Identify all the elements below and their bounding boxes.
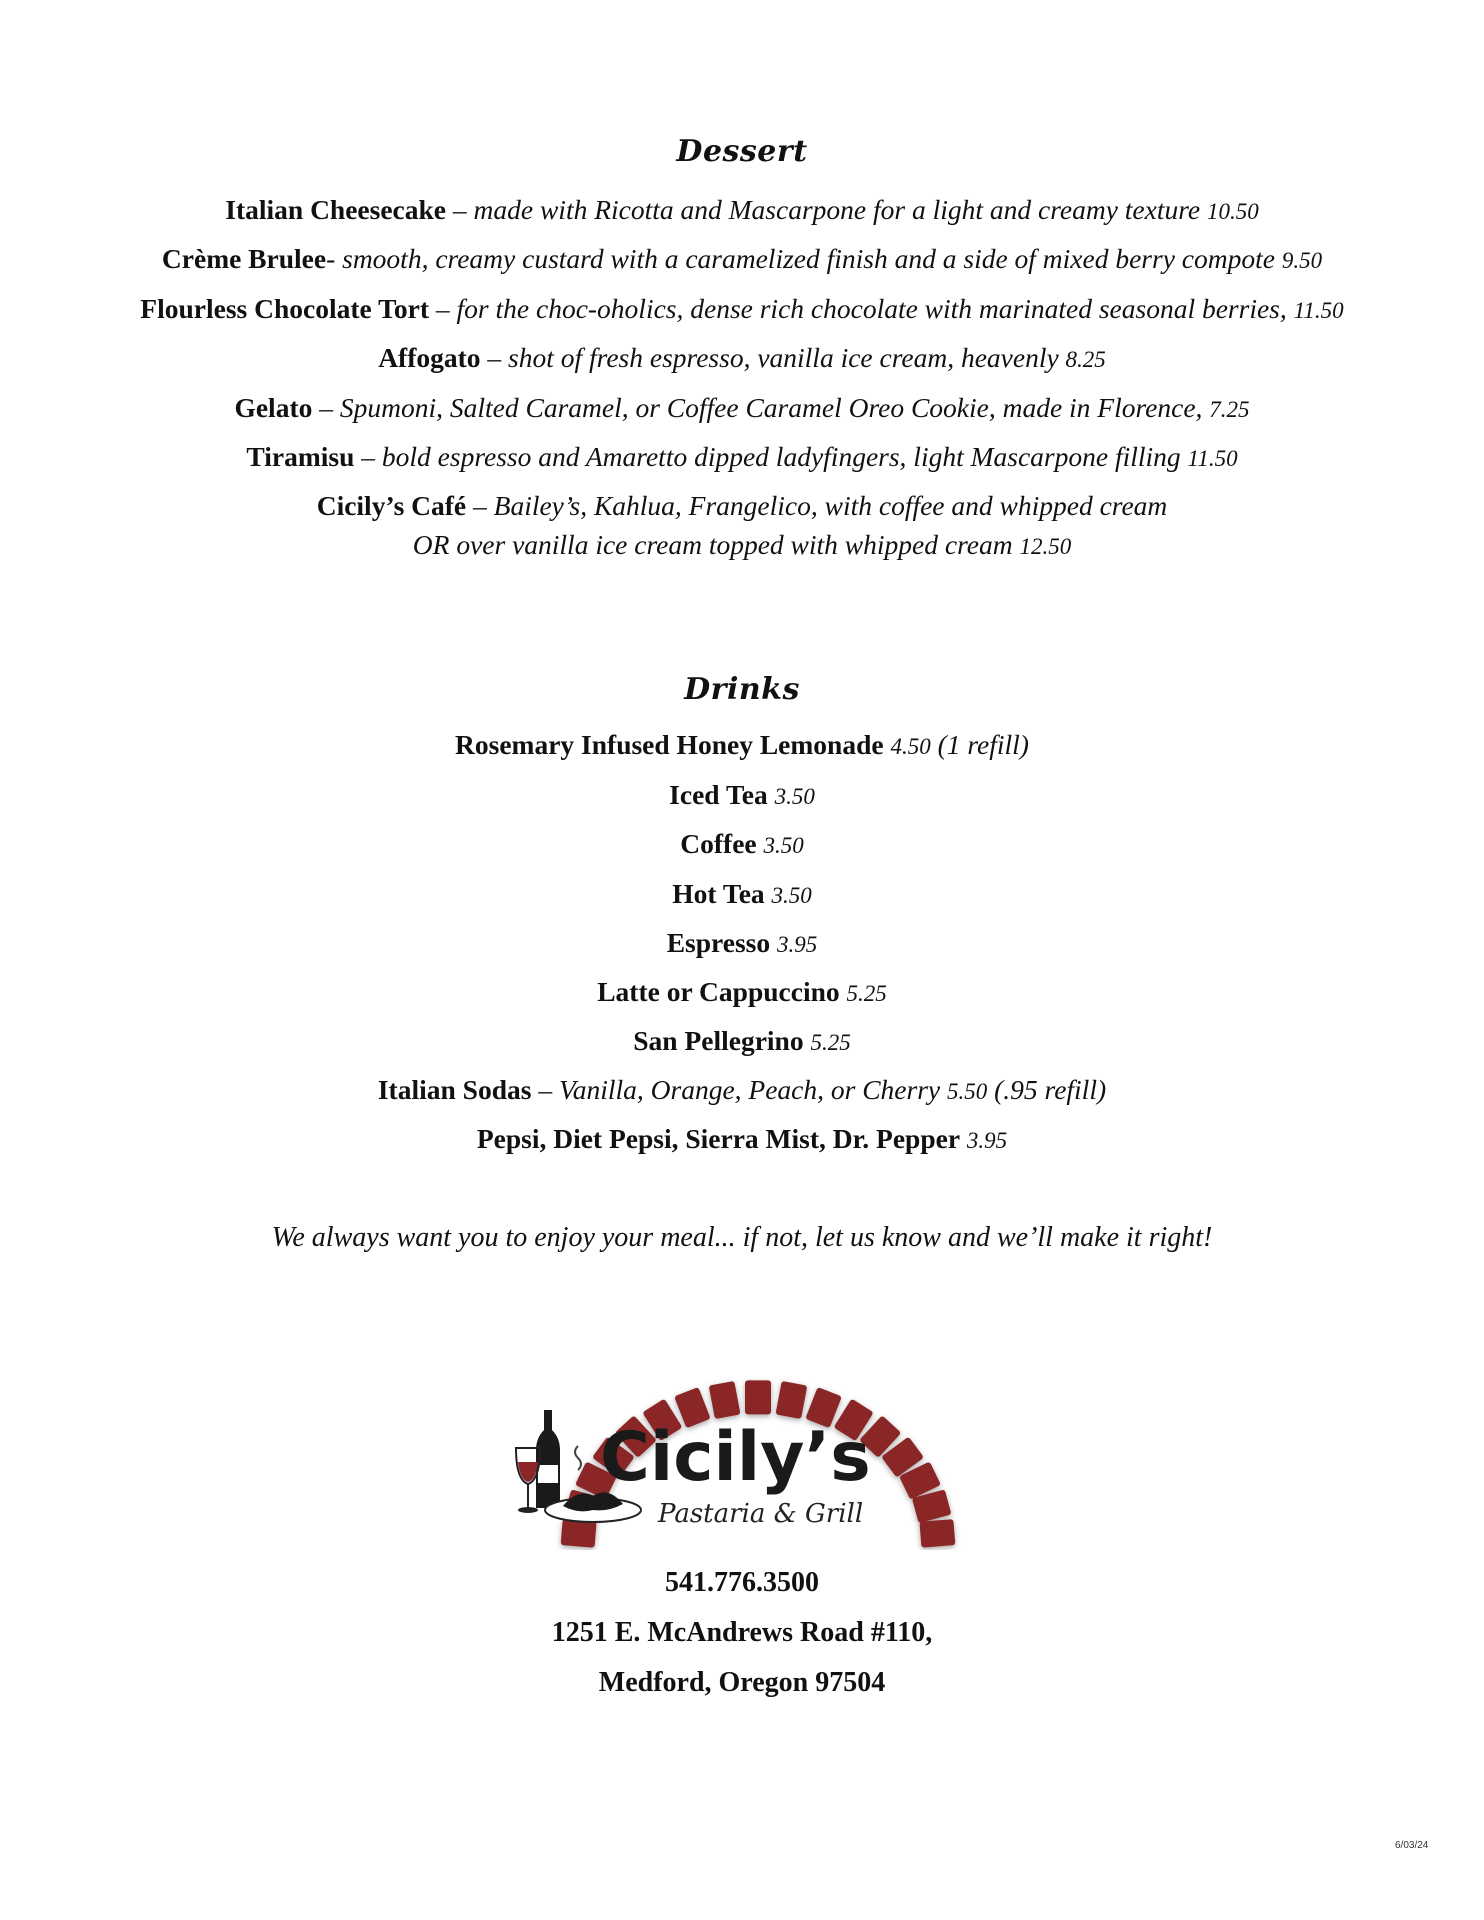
dessert-item [0,341,1484,377]
drink-item [0,827,1484,863]
drink-item [0,926,1484,962]
item-desc: – Vanilla, Orange, Peach, or Cherry [531,1074,947,1105]
item-name: Coffee [680,828,757,859]
item-name: Italian Cheesecake [225,194,447,225]
dessert-heading: Dessert [676,134,808,169]
item-extra: (1 refill) [930,729,1029,760]
item-name: Tiramisu [246,441,355,472]
item-name: Gelato [234,392,313,423]
item-desc: shot of fresh espresso, vanilla ice cream, heavenly [508,342,1066,373]
dessert-item [0,391,1484,427]
item-desc: for the choc-oholics, dense rich chocolate with marinated seasonal berries, [456,293,1294,324]
item-price: 11.50 [1187,446,1238,471]
item-price: 9.50 [1281,248,1323,273]
item-sep: – [480,342,509,373]
item-price: 3.50 [771,883,812,908]
item-sep: – [354,441,382,472]
logo-name: Cicily’s [600,1418,871,1497]
drink-item [0,877,1484,913]
item-extra: (.95 refill) [987,1074,1107,1105]
item-name: Pepsi, Diet Pepsi, Sierra Mist, Dr. Pepper [476,1123,961,1154]
item-desc: bold espresso and Amaretto dipped ladyfingers, light Mascarpone filling [381,441,1188,472]
item-name: Espresso [666,927,771,958]
drink-item [0,975,1484,1011]
item-name: Latte or Cappuccino [597,976,840,1007]
brick [775,1381,807,1419]
item-price: 12.50 [1019,534,1072,559]
item-sep: – [429,293,457,324]
logo-graphic [508,1330,978,1550]
item-price: 5.25 [810,1030,851,1055]
item-price: 3.50 [763,833,804,858]
phone-number: 541.776.3500 [665,1567,819,1598]
item-price: 8.25 [1065,347,1106,372]
dessert-item [0,292,1484,328]
dessert-item-continued [0,528,1484,564]
item-name: Affogato [378,342,481,373]
item-name: Hot Tea [672,878,765,909]
drinks-heading: Drinks [684,672,800,707]
dessert-item [0,489,1484,523]
item-price: 3.95 [966,1128,1008,1153]
item-desc: made with Ricotta and Mascarpone for a light and creamy texture [473,194,1207,225]
brick [745,1380,771,1414]
item-sep: - [326,243,343,274]
drink-item [0,1073,1484,1109]
item-name: Italian Sodas [377,1074,532,1105]
dessert-item [0,440,1484,476]
item-name: Flourless Chocolate Tort [140,293,430,324]
restaurant-logo [508,1330,978,1550]
item-name: San Pellegrino [633,1025,804,1056]
item-desc: smooth, creamy custard with a caramelized finish and a side of mixed berry compote [342,243,1282,274]
item-name: Iced Tea [669,779,768,810]
drink-item [0,778,1484,814]
dessert-item [0,242,1484,278]
drink-item [0,1024,1484,1060]
logo-tagline: Pastaria & Grill [658,1499,864,1529]
item-name: Crème Brulee [161,243,327,274]
item-sep: – [312,392,340,423]
item-desc: OR over vanilla ice cream topped with whipped cream [412,529,1020,560]
brick [709,1381,741,1419]
date-stamp: 6/03/24 [1395,1840,1429,1851]
item-price: 5.25 [846,981,887,1006]
item-desc: Bailey’s, Kahlua, Frangelico, with coffee and whipped cream [493,490,1168,521]
brick [561,1519,597,1548]
item-price: 10.50 [1206,199,1259,224]
satisfaction-note: We always want you to enjoy your meal... if not, let us know and we’ll make it right! [271,1222,1213,1253]
item-desc: Spumoni, Salted Caramel, or Coffee Caramel Oreo Cookie, made in Florence, [339,392,1210,423]
drink-item [0,1122,1484,1158]
address-line-1: 1251 E. McAndrews Road #110, [551,1617,933,1648]
dessert-item [0,193,1484,229]
item-sep: – [446,194,474,225]
item-price: 3.95 [777,932,818,957]
brick [919,1519,955,1548]
item-price: 11.50 [1293,298,1344,323]
item-price: 3.50 [774,784,815,809]
item-name: Cicily’s Café [316,490,467,521]
address-line-2: Medford, Oregon 97504 [598,1667,886,1698]
item-name: Rosemary Infused Honey Lemonade [455,729,884,760]
item-price: 7.25 [1209,397,1250,422]
item-sep: – [466,490,494,521]
item-price: 5.50 [946,1079,988,1104]
drink-item [0,728,1484,764]
item-price: 4.50 [890,734,931,759]
